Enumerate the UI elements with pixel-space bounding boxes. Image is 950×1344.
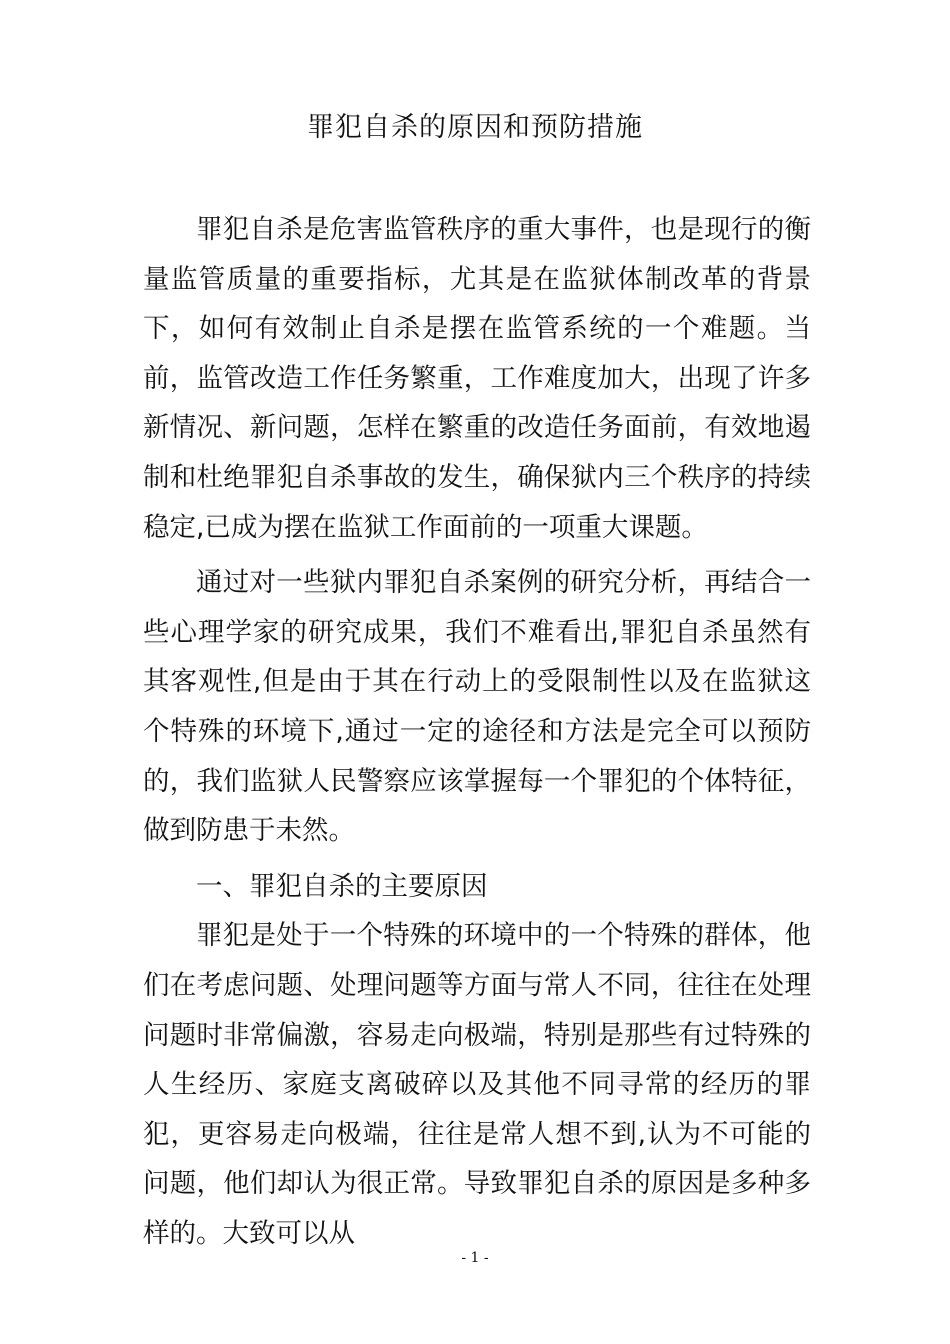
paragraph-causes: 罪犯是处于一个特殊的环境中的一个特殊的群体，他们在考虑问题、处理问题等方面与常人不同，往往在处理问题时非常偏激，容易走向极端，特别是那些有过特殊的人生经历、家庭支离破碎以及其他不同寻常的经历的罪犯，更容易走向极端，往往是常人想不到,认为不可能的问题，他们却认为很正常。导致罪犯自杀的原因是多种多样的。大致可以从 — [143, 920, 811, 1249]
document-body — [143, 205, 811, 1258]
section-heading-causes: 一、罪犯自杀的主要原因 — [196, 870, 488, 902]
document-title: 罪犯自杀的原因和预防措施 — [307, 112, 643, 143]
paragraph-analysis: 通过对一些狱内罪犯自杀案例的研究分析，再结合一些心理学家的研究成果，我们不难看出,罪犯自杀虽然有其客观性,但是由于其在行动上的受限制性以及在监狱这个特殊的环境下,通过一定的途径和方法是完全可以预防的，我们监狱人民警察应该掌握每一个罪犯的个体特征，做到防患于未然。 — [143, 567, 811, 847]
page-number: - 1 - — [461, 1250, 489, 1266]
paragraph-intro: 罪犯自杀是危害监管秩序的重大事件，也是现行的衡量监管质量的重要指标，尤其是在监狱体制改革的背景下，如何有效制止自杀是摆在监管系统的一个难题。当前，监管改造工作任务繁重，工作难度加大，出现了许多新情况、新问题，怎样在繁重的改造任务面前，有效地遏制和杜绝罪犯自杀事故的发生，确保狱内三个秩序的持续稳定,已成为摆在监狱工作面前的一项重大课题。 — [143, 214, 811, 543]
